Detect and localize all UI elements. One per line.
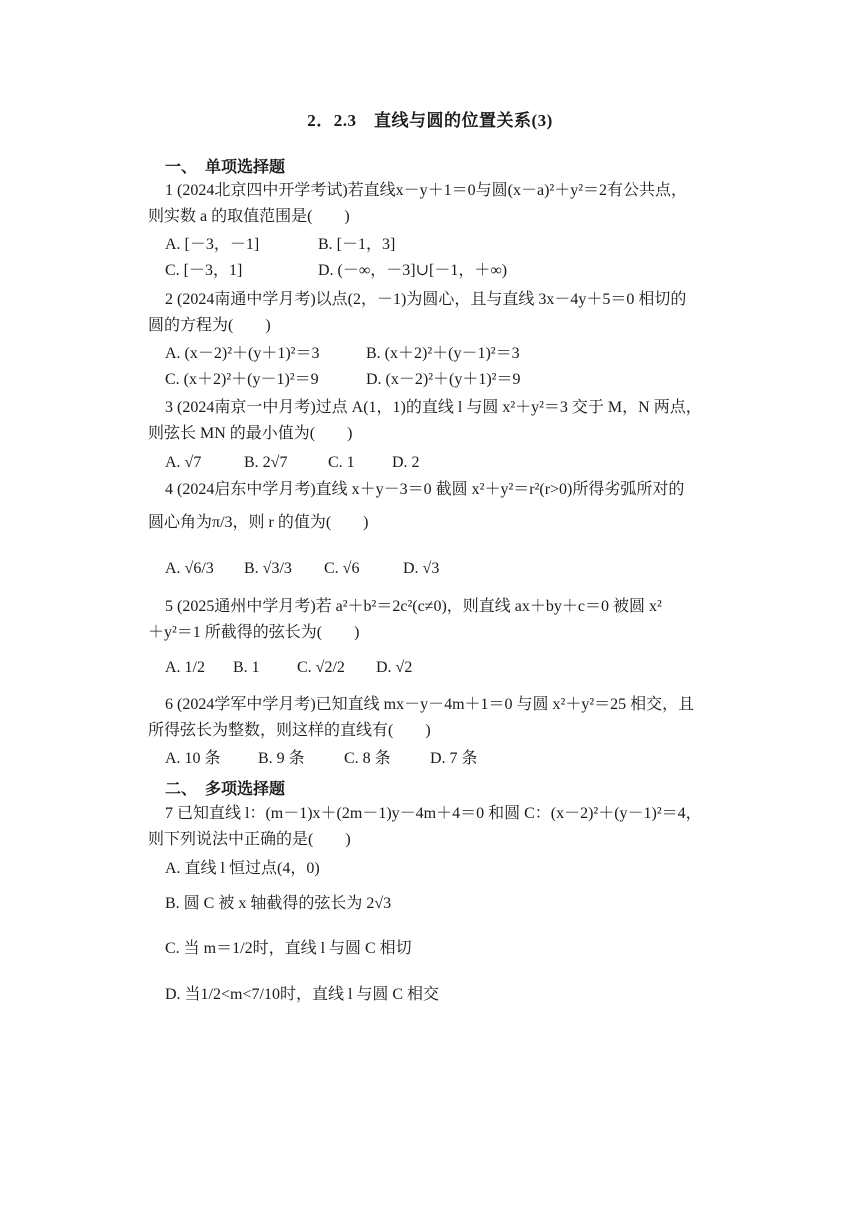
question-4-stem: 4 (2024启东中学月考)直线 x＋y－3＝0 截圆 x²＋y²＝r²(r>0)所得劣弧所对的 [165, 481, 685, 498]
question-4-option-d: D. √3 [403, 560, 440, 577]
question-5-option-b: B. 1 [233, 659, 260, 676]
question-5-stem-cont: ＋y²＝1 所截得的弦长为( ) [148, 624, 360, 641]
question-5-option-c: C. √2/2 [297, 659, 345, 676]
question-5-option-d: D. √2 [376, 659, 413, 676]
question-2-option-b: B. (x＋2)²＋(y－1)²＝3 [366, 345, 520, 362]
question-1-stem: 1 (2024北京四中开学考试)若直线x－y＋1＝0与圆(x－a)²＋y²＝2有公共点， [165, 182, 688, 199]
question-3-option-b: B. 2√7 [244, 454, 288, 471]
question-6-option-b: B. 9 条 [258, 750, 305, 767]
question-1-option-d: D. (－∞，－3]∪[－1，＋∞) [318, 262, 508, 279]
question-5-option-a: A. 1/2 [165, 659, 205, 676]
question-1-option-c: C. [－3，1] [165, 262, 243, 279]
question-2-option-a: A. (x－2)²＋(y＋1)²＝3 [165, 345, 320, 362]
question-6-option-d: D. 7 条 [430, 750, 478, 767]
question-1-option-b: B. [－1，3] [318, 236, 396, 253]
question-4-option-a: A. √6/3 [165, 560, 214, 577]
question-7-option-a: A. 直线 l 恒过点(4，0) [165, 860, 320, 877]
question-1-option-a: A. [－3，－1] [165, 236, 260, 253]
question-6-option-a: A. 10 条 [165, 750, 221, 767]
question-7-stem: 7 已知直线 l：(m－1)x＋(2m－1)y－4m＋4＝0 和圆 C：(x－2)²＋(y－1)²＝4， [165, 805, 702, 822]
question-2-option-c: C. (x＋2)²＋(y－1)²＝9 [165, 371, 319, 388]
question-3-option-d: D. 2 [392, 454, 420, 471]
question-4-stem-cont: 圆心角为π/3，则 r 的值为( ) [148, 514, 369, 531]
question-3-option-c: C. 1 [328, 454, 355, 471]
question-6-stem-cont: 所得弦长为整数，则这样的直线有( ) [148, 722, 431, 739]
question-3-stem-cont: 则弦长 MN 的最小值为( ) [148, 425, 353, 442]
question-7-option-b: B. 圆 C 被 x 轴截得的弦长为 2√3 [165, 895, 392, 912]
question-4-option-b: B. √3/3 [244, 560, 292, 577]
question-5-stem: 5 (2025通州中学月考)若 a²＋b²＝2c²(c≠0)，则直线 ax＋by＋c＝0 被圆 x² [165, 598, 662, 615]
question-7-option-d: D. 当1/2<m<7/10时，直线 l 与圆 C 相交 [165, 986, 440, 1003]
question-7-stem-cont: 则下列说法中正确的是( ) [148, 831, 351, 848]
question-6-option-c: C. 8 条 [344, 750, 391, 767]
question-1-stem-cont: 则实数 a 的取值范围是( ) [148, 208, 350, 225]
question-6-stem: 6 (2024学军中学月考)已知直线 mx－y－4m＋1＝0 与圆 x²＋y²＝25 相交，且 [165, 696, 695, 713]
question-3-stem: 3 (2024南京一中月考)过点 A(1，1)的直线 l 与圆 x²＋y²＝3 交于 M，N 两点， [165, 399, 702, 416]
question-2-stem-cont: 圆的方程为( ) [148, 317, 271, 334]
page-title: 2．2.3 直线与圆的位置关系(3) [307, 111, 553, 130]
question-7-option-c: C. 当 m＝1/2时，直线 l 与圆 C 相切 [165, 940, 412, 957]
question-2-option-d: D. (x－2)²＋(y＋1)²＝9 [366, 371, 521, 388]
question-3-option-a: A. √7 [165, 454, 202, 471]
section-heading-single-choice: 一、 单项选择题 [165, 159, 286, 176]
question-2-stem: 2 (2024南通中学月考)以点(2，－1)为圆心，且与直线 3x－4y＋5＝0 相切的 [165, 291, 687, 308]
section-heading-multi-choice: 二、 多项选择题 [165, 781, 286, 798]
question-4-option-c: C. √6 [324, 560, 360, 577]
